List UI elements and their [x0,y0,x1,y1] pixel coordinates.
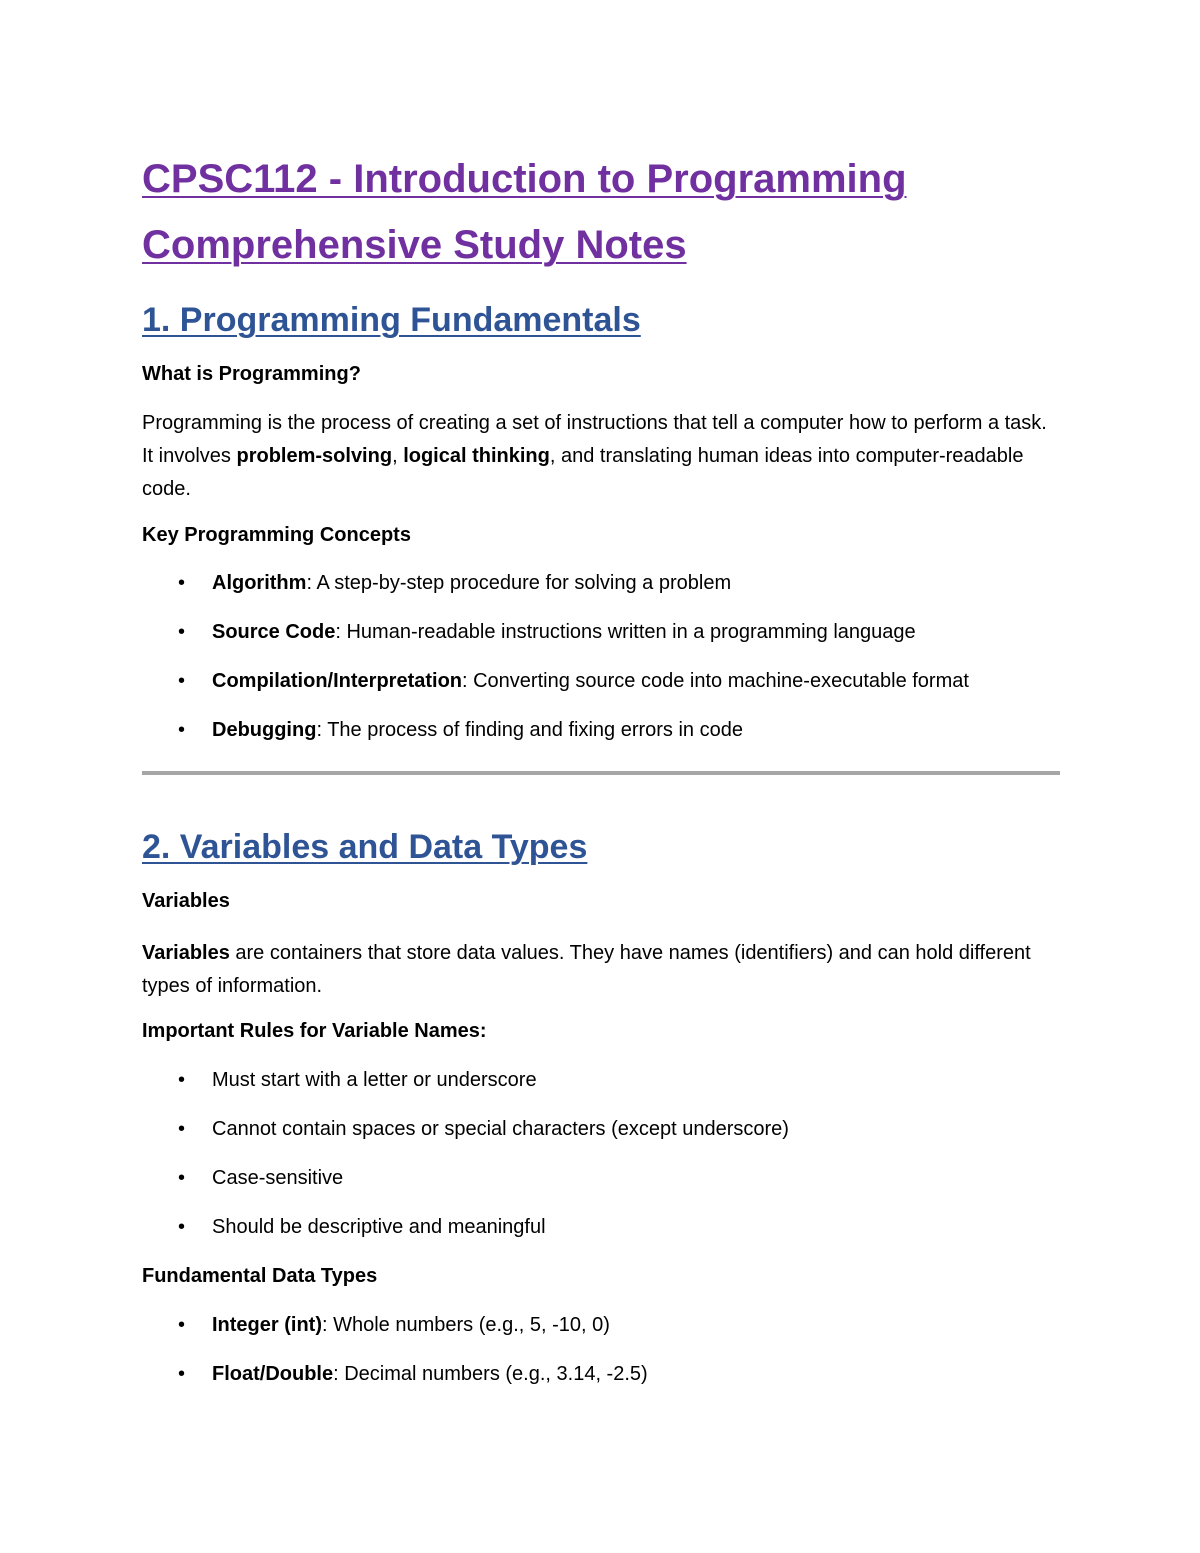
rule-text: Must start with a letter or underscore [212,1069,537,1091]
bullet-icon: • [178,1069,186,1091]
concept-description: : The process of finding and fixing errors in code [316,719,743,741]
bullet-icon: • [178,1216,186,1238]
list-item [142,1311,1060,1360]
variable-rules-list [142,1066,1060,1262]
key-concepts-heading: Key Programming Concepts [142,524,411,546]
intro-text-2: , [392,445,404,467]
bullet-icon: • [178,1118,186,1140]
list-item [142,1164,1060,1213]
rule-text: Case-sensitive [212,1167,344,1189]
list-item [142,618,1060,667]
intro-text-1: Programming is the process of creating a set of instructions that tell a computer how to perform a task. It involves [142,412,1047,467]
document-body [142,146,1060,1409]
variable-rules-heading: Important Rules for Variable Names: [142,1020,487,1042]
list-item [142,1360,1060,1409]
key-concepts-list [142,569,1060,765]
data-types-list [142,1311,1060,1409]
bullet-icon: • [178,670,186,692]
type-description: : Decimal numbers (e.g., 3.14, -2.5) [333,1363,648,1385]
list-item [142,1066,1060,1115]
concept-description: : Converting source code into machine-executable format [462,670,969,692]
type-term: Float/Double [212,1363,334,1385]
list-item [142,1115,1060,1164]
concept-description: : Human-readable instructions written in a programming language [335,621,916,643]
bullet-icon: • [178,621,186,643]
document-title-line-2: Comprehensive Study Notes [142,223,687,267]
document-title [142,146,1060,278]
list-item [142,1213,1060,1262]
bullet-icon: • [178,1314,186,1336]
concept-term: Compilation/Interpretation [212,670,462,692]
section-2-heading: 2. Variables and Data Types [142,828,588,866]
concept-description: : A step-by-step procedure for solving a problem [306,572,732,594]
data-types-heading: Fundamental Data Types [142,1265,378,1287]
bullet-icon: • [178,572,186,594]
concept-term: Source Code [212,621,336,643]
list-item [142,716,1060,765]
bullet-icon: • [178,1167,186,1189]
type-description: : Whole numbers (e.g., 5, -10, 0) [322,1314,610,1336]
list-item [142,569,1060,618]
variables-intro-paragraph [142,937,1060,1003]
variables-intro-text: are containers that store data values. They have names (identifiers) and can hold different types of information. [142,942,1031,997]
bullet-icon: • [178,1363,186,1385]
concept-term: Algorithm [212,572,307,594]
type-term: Integer (int) [212,1314,322,1336]
intro-text-3: , and translating human ideas into computer-readable code. [142,445,1024,500]
what-is-programming-heading: What is Programming? [142,363,361,385]
section-1-heading: 1. Programming Fundamentals [142,301,641,339]
variables-bold-term: Variables [142,942,230,964]
intro-bold-logical-thinking: logical thinking [403,445,550,467]
concept-term: Debugging [212,719,317,741]
list-item [142,667,1060,716]
programming-intro-paragraph [142,407,1060,506]
intro-bold-problem-solving: problem-solving [236,445,393,467]
document-title-line-1: CPSC112 - Introduction to Programming [142,157,907,201]
bullet-icon: • [178,719,186,741]
rule-text: Cannot contain spaces or special characters (except underscore) [212,1118,789,1140]
rule-text: Should be descriptive and meaningful [212,1216,546,1238]
variables-heading: Variables [142,890,230,912]
